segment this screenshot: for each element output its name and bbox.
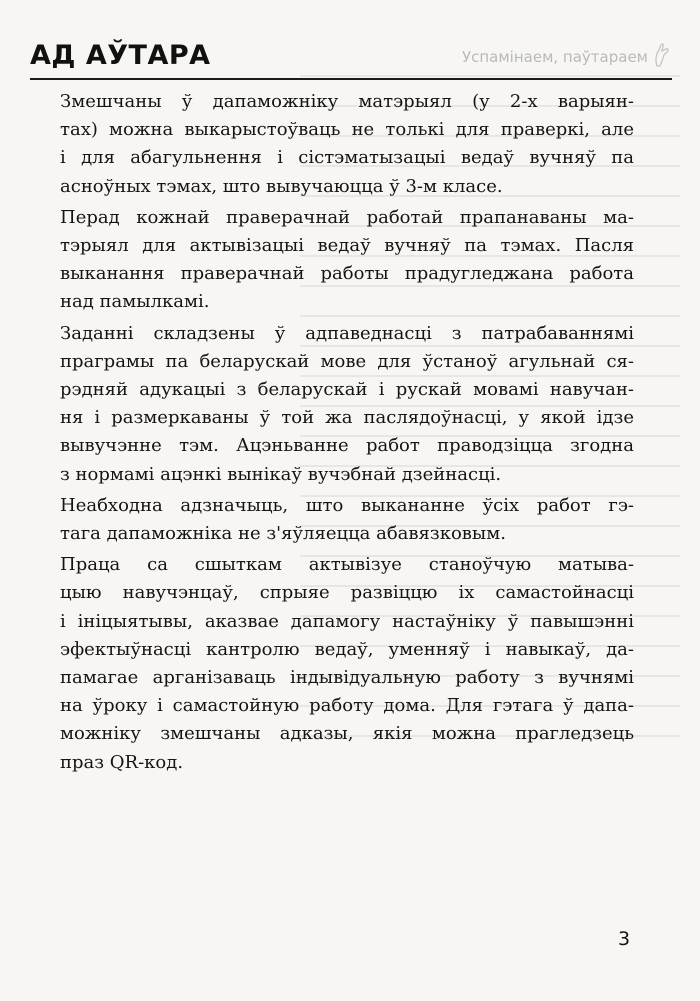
text-line: выканання праверачнай работы прадугледжана работа [60, 263, 634, 285]
paragraph [60, 88, 634, 201]
text-line: памагае арганізаваць індывідуальную работу з вучнямі [60, 667, 634, 689]
paragraph [60, 492, 634, 548]
text-line: праграмы па беларускай мове для ўстаноў агульнай ся- [60, 350, 634, 372]
pencil-hand-icon [652, 42, 670, 68]
section-title: АД АЎТАРА [30, 40, 211, 71]
text-line: з нормамі ацэнкі вынікаў вучэбнай дзейнасці. [60, 463, 502, 485]
text-line: вывучэнне тэм. Ацэньванне работ праводзіцца згодна [60, 435, 634, 457]
text-line: эфектыўнасці кантролю ведаў, уменняў і навыкаў, да- [60, 638, 634, 660]
page-number: 3 [618, 928, 631, 950]
text-line: ня і размеркаваны ў той жа паслядоўнасці, у якой ідзе [60, 407, 634, 429]
text-line: Перад кожнай праверачнай работай прапанаваны ма- [60, 206, 634, 228]
text-line: Заданні складзены ў адпаведнасці з патрабаваннямі [60, 322, 634, 344]
text-line: над памылкамі. [60, 291, 210, 313]
paragraph [60, 320, 634, 489]
text-line: Неабходна адзначыць, што выкананне ўсіх работ гэ- [60, 494, 634, 516]
text-line: тага дапаможніка не з'яўляецца абавязковым. [60, 523, 506, 545]
text-line: тах) можна выкарыстоўваць не толькі для праверкі, але [60, 119, 634, 141]
page-header [30, 36, 672, 80]
text-line: і ініцыятывы, аказвае дапамогу настаўніку ў павышэнні [60, 610, 634, 632]
header-rule [30, 78, 672, 80]
text-line: рэдняй адукацыі з беларускай і рускай мовамі навучан- [60, 379, 634, 401]
text-line: і для абагульнення і сістэматызацыі ведаў вучняў па [60, 147, 634, 169]
paragraph [60, 204, 634, 317]
text-line: праз QR-код. [60, 751, 184, 773]
text-line: асноўных тэмах, што вывучаюцца ў 3-м класе. [60, 175, 503, 197]
text-line: на ўроку і самастойную работу дома. Для гэтага ў дапа- [60, 695, 634, 717]
text-line: Праца са сшыткам актывізуе станоўчую матыва- [60, 554, 634, 576]
text-line: цыю навучэнцаў, спрыяе развіццю іх самастойнасці [60, 582, 634, 604]
paragraph [60, 551, 634, 777]
main-text [60, 88, 634, 780]
text-line: можніку змешчаны адказы, якія можна прагледзець [60, 723, 634, 745]
text-line: Змешчаны ў дапаможніку матэрыял (у 2-х варыян- [60, 91, 634, 112]
text-line: тэрыял для актывізацыі ведаў вучняў па тэмах. Пасля [60, 235, 634, 257]
header-tagline: Успамінаем, паўтараем [461, 48, 648, 66]
